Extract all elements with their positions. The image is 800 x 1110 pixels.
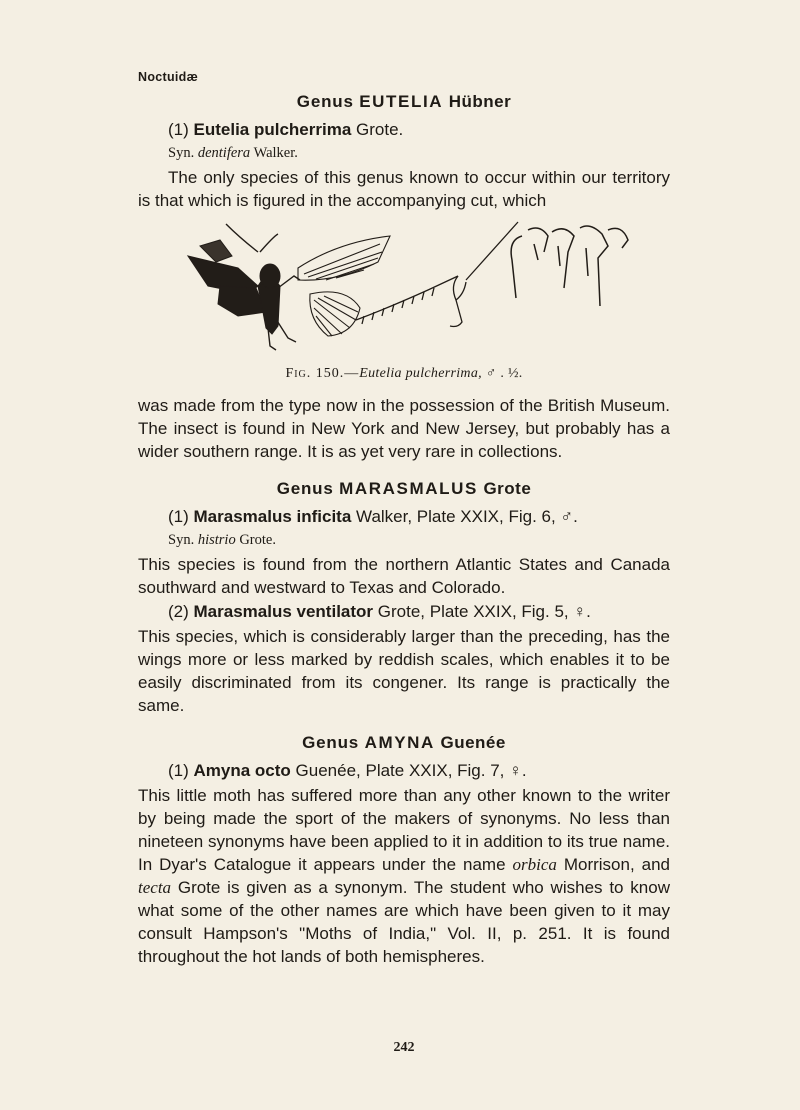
figure-symbol: ♂ . ½. bbox=[485, 366, 523, 381]
text-part: Morrison, and bbox=[556, 855, 670, 874]
species-heading-marasmalus-ventilator bbox=[168, 601, 670, 623]
syn-name: dentifera bbox=[197, 145, 251, 161]
species-authority: Guenée, Plate XXIX, Fig. 7, ♀. bbox=[295, 761, 527, 780]
species-authority: Grote, Plate XXIX, Fig. 5, ♀. bbox=[377, 602, 591, 621]
species-name: Eutelia pulcherrima bbox=[193, 120, 352, 139]
paragraph-marasmalus-ventilator: This species, which is considerably larger than the preceding, has the wings more or less marked by reddish scales, which enables it to be easily discriminated from its congener. Its range is practically the same. bbox=[138, 627, 670, 715]
species-authority: Walker, Plate XXIX, Fig. 6, ♂. bbox=[356, 507, 578, 526]
page-number: 242 bbox=[393, 1040, 415, 1055]
species-authority: Grote. bbox=[356, 120, 404, 139]
genus-label: Genus bbox=[276, 479, 334, 498]
syn-name: histrio bbox=[197, 532, 236, 548]
species-number: (1) bbox=[168, 120, 189, 139]
syn-prefix: Syn. bbox=[168, 532, 195, 548]
genus-heading-amyna bbox=[138, 733, 670, 753]
paragraph-eutelia-1: The only species of this genus known to occur within our territory is that which is figured in the accompanying cut, which bbox=[138, 168, 670, 210]
species-name: Marasmalus ventilator bbox=[193, 602, 374, 621]
synonym-line bbox=[168, 143, 670, 163]
genus-author: Hübner bbox=[448, 92, 512, 111]
species-heading-eutelia-pulcherrima bbox=[168, 119, 670, 141]
syn-prefix: Syn. bbox=[168, 145, 195, 161]
genus-label: Genus bbox=[296, 92, 354, 111]
figure-species-name: Eutelia pulcherrima, bbox=[359, 366, 482, 381]
species-name: Marasmalus inficita bbox=[193, 507, 352, 526]
italic-name-tecta: tecta bbox=[138, 878, 172, 897]
genus-heading-eutelia bbox=[138, 92, 670, 112]
species-heading-marasmalus-inficita bbox=[168, 506, 670, 528]
syn-author: Walker. bbox=[253, 145, 298, 161]
running-head: Noctuidæ bbox=[138, 70, 199, 84]
syn-author: Grote. bbox=[239, 532, 276, 548]
species-number: (1) bbox=[168, 761, 189, 780]
figure-150 bbox=[138, 216, 670, 366]
genus-heading-marasmalus bbox=[138, 479, 670, 499]
genus-name: EUTELIA bbox=[359, 92, 444, 111]
text-part: This little moth has suffered more than any other known to the writer by being made the sport of the makers of synonyms. No less than nineteen synonyms have been applied to it in addition to its true name. In Dyar's Catalogue it appears under the name bbox=[138, 786, 670, 874]
species-number: (1) bbox=[168, 507, 189, 526]
figure-label: Fig. 150.— bbox=[285, 366, 360, 381]
genus-name: MARASMALUS bbox=[339, 479, 478, 498]
paragraph-marasmalus-inficita: This species is found from the northern Atlantic States and Canada southward and westward to Texas and Colorado. bbox=[138, 555, 670, 597]
book-page bbox=[138, 70, 670, 1055]
text-part: Grote is given as a synonym. The student who wishes to know what some of the other names are which have been given to it may consult Hampson's "Moths of India," Vol. II, p. 251. It is found throughout the hot lands of both hemispheres. bbox=[138, 878, 670, 966]
synonym-line bbox=[168, 530, 670, 550]
figure-caption bbox=[138, 366, 670, 382]
italic-name-orbica: orbica bbox=[512, 855, 557, 874]
species-name: Amyna octo bbox=[193, 761, 291, 780]
moth-anatomy-illustration-icon bbox=[128, 216, 668, 366]
genus-author: Grote bbox=[483, 479, 532, 498]
species-heading-amyna-octo bbox=[168, 760, 670, 782]
paragraph-amyna-octo bbox=[138, 784, 670, 968]
paragraph-eutelia-2: was made from the type now in the possession of the British Museum. The insect is found in New York and New Jersey, but probably has a wider southern range. It is as yet very rare in collections. bbox=[138, 396, 670, 461]
species-number: (2) bbox=[168, 602, 189, 621]
genus-author: Guenée bbox=[440, 733, 506, 752]
genus-name: AMYNA bbox=[364, 733, 435, 752]
genus-label: Genus bbox=[302, 733, 360, 752]
